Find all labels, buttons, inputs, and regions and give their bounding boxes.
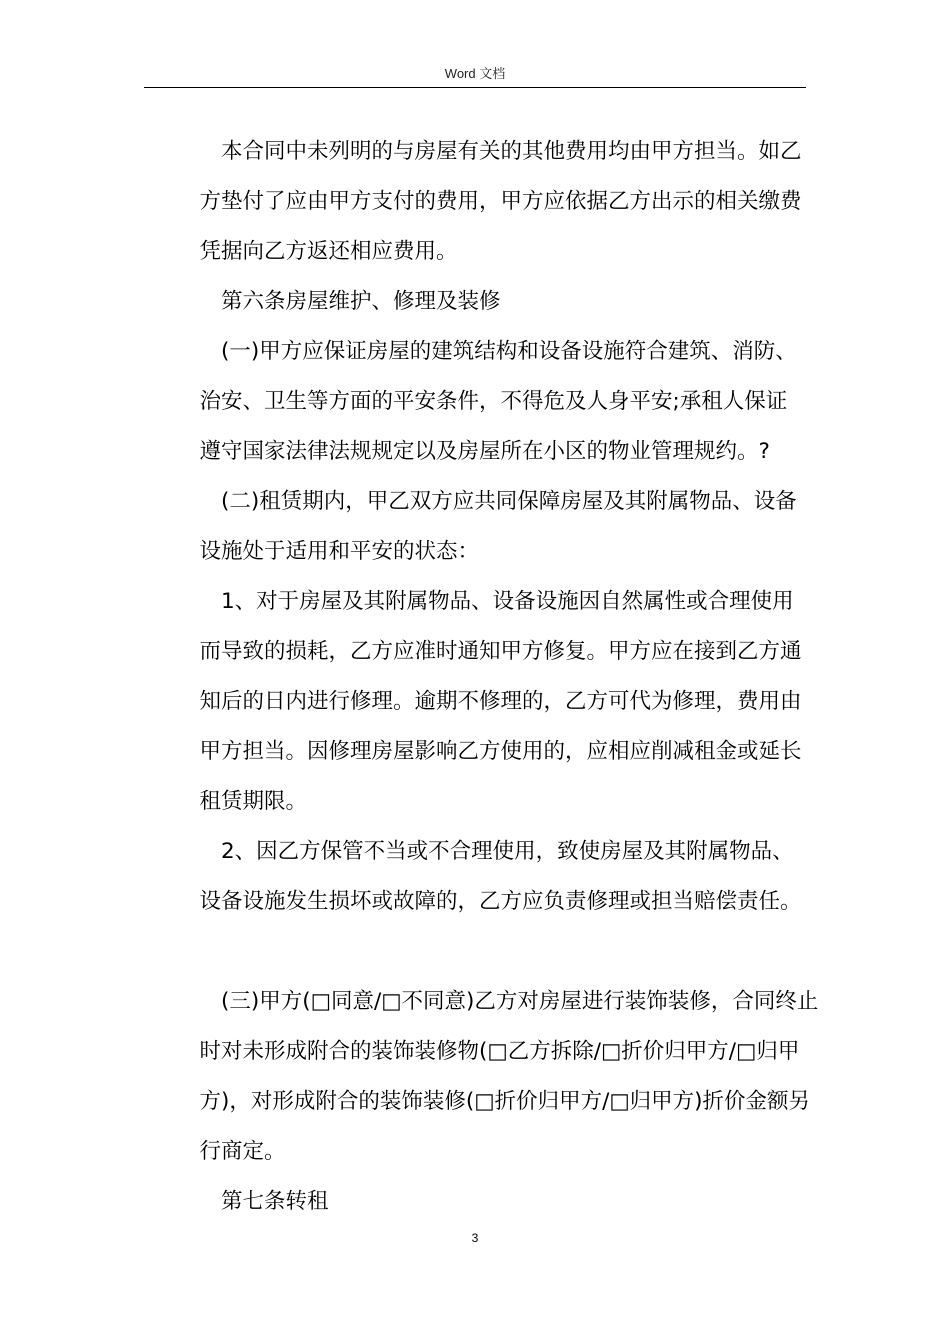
paragraph-line: 时对未形成附合的装饰装修物(□乙方拆除/□折价归甲方/□归甲 [199,1039,800,1064]
paragraph-line: 租赁期限。 [199,789,308,814]
paragraph-line: 方垫付了应由甲方支付的费用，甲方应依据乙方出示的相关缴费 [199,189,802,214]
paragraph-clause-3 [178,977,819,1177]
paragraph-line: 方)，对形成附合的装饰装修(□折价归甲方/□归甲方)折价金额另 [199,1089,811,1114]
section-heading-text: 第六条房屋维护、修理及装修 [221,289,501,314]
paragraph-line: 凭据向乙方返还相应费用。 [199,239,458,264]
paragraph-line: (三)甲方(□同意/□不同意)乙方对房屋进行装饰装修，合同终止 [221,989,819,1014]
paragraph-item-2 [178,827,810,927]
paragraph-line: 甲方担当。因修理房屋影响乙方使用的，应相应削减租金或延长 [199,739,802,764]
document-body [178,127,819,1227]
header-rule [144,87,806,88]
paragraph-line: 而导致的损耗，乙方应准时通知甲方修复。甲方应在接到乙方通 [199,639,802,664]
paragraph-item-1 [178,577,810,827]
paragraph-line: 设施处于适用和平安的状态： [199,539,480,564]
paragraph-line: 治安、卫生等方面的平安条件，不得危及人身平安;承租人保证 [199,389,788,414]
blank-line [178,927,810,977]
paragraph-other-fees [178,127,810,277]
paragraph-line: 本合同中未列明的与房屋有关的其他费用均由甲方担当。如乙 [221,139,802,164]
paragraph-line: 设备设施发生损坏或故障的，乙方应负责修理或担当赔偿责任。 [199,889,802,914]
paragraph-line: (二)租赁期内，甲乙双方应共同保障房屋及其附属物品、设备 [221,489,797,514]
paragraph-line: 遵守国家法律法规规定以及房屋所在小区的物业管理规约。? [199,439,770,464]
header-title: Word 文档 [444,66,506,81]
section-heading-article-6 [178,277,810,327]
paragraph-line: 1、对于房屋及其附属物品、设备设施因自然属性或合理使用 [221,589,794,614]
paragraph-line: 知后的日内进行修理。逾期不修理的，乙方可代为修理，费用由 [199,689,802,714]
paragraph-clause-1 [178,327,810,477]
page-number: 3 [471,1231,479,1245]
section-heading-text: 第七条转租 [221,1189,329,1214]
section-heading-article-7 [178,1177,810,1227]
paragraph-line: 2、因乙方保管不当或不合理使用，致使房屋及其附属物品、 [221,839,794,864]
paragraph-line: 行商定。 [199,1139,286,1164]
paragraph-line: (一)甲方应保证房屋的建筑结构和设备设施符合建筑、消防、 [221,339,797,364]
paragraph-clause-2 [178,477,810,577]
